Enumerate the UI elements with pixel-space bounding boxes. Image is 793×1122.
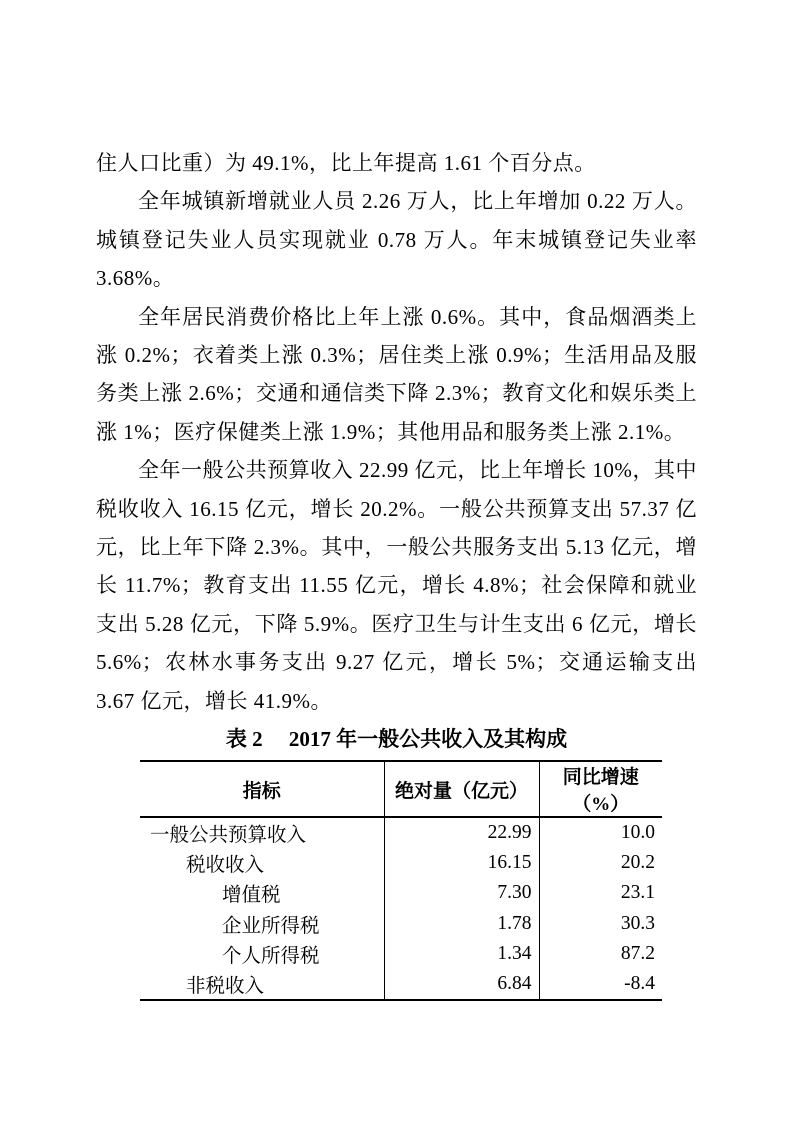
cell-indicator: 增值税 — [140, 878, 384, 909]
table-row — [140, 939, 662, 970]
cell-absolute: 1.34 — [384, 939, 539, 970]
cell-growth: 20.2 — [620, 851, 655, 873]
report-content — [96, 144, 697, 1001]
cell-absolute: 22.99 — [384, 817, 539, 848]
cell-indicator: 一般公共预算收入 — [140, 817, 384, 848]
cell-absolute: 1.78 — [384, 909, 539, 940]
table-caption: 表 2 2017 年一般公共收入及其构成 — [225, 727, 568, 752]
cell-indicator: 税收收入 — [140, 848, 384, 879]
cell-absolute: 16.15 — [384, 848, 539, 879]
body-paragraph: 全年城镇新增就业人员 2.26 万人，比上年增加 0.22 万人。城镇登记失业人员实现就业 0.78 万人。年末城镇登记失业率 3.68%。 — [96, 189, 697, 291]
cell-growth: 10.0 — [620, 821, 655, 843]
table-row — [140, 817, 662, 848]
cell-absolute: 7.30 — [384, 878, 539, 909]
table-row — [140, 970, 662, 1001]
cell-growth: -8.4 — [624, 973, 655, 995]
table-header-row — [140, 761, 662, 817]
body-paragraph: 全年一般公共预算收入 22.99 亿元，比上年增长 10%，其中税收收入 16.15 亿元，增长 20.2%。一般公共预算支出 57.37 亿元，比上年下降 2.3%。其中，一般公共服务支出 5.13 亿元，增长 11.7%；教育支出 11.55 亿元，增长 4.8%；社会保障和就业支出 5.28 亿元，下降 5.9%。医疗卫生与计生支出 6 亿元，增长 5.6%；农林水事务支出 9.27 亿元，增长 5%；交通运输支出 3.67 亿元，增长 41.9%。 — [96, 458, 697, 713]
column-header-growth: 同比增速（%） — [539, 761, 662, 817]
column-header-indicator: 指标 — [140, 761, 384, 817]
cell-indicator: 企业所得税 — [140, 909, 384, 940]
table-row — [140, 878, 662, 909]
cell-growth: 23.1 — [620, 882, 655, 904]
body-paragraph: 住人口比重）为 49.1%，比上年提高 1.61 个百分点。 — [96, 151, 596, 175]
body-paragraph: 全年居民消费价格比上年上涨 0.6%。其中，食品烟酒类上涨 0.2%；衣着类上涨 0.3%；居住类上涨 0.9%；生活用品及服务类上涨 2.6%；交通和通信类下降 2.3%；教育文化和娱乐类上涨 1%；医疗保健类上涨 1.9%；其他用品和服务类上涨 2.1%。 — [96, 304, 697, 444]
cell-growth: 30.3 — [620, 912, 655, 934]
table-row — [140, 848, 662, 879]
column-header-absolute: 绝对量（亿元） — [384, 761, 539, 817]
cell-growth: 87.2 — [620, 943, 655, 965]
table-row — [140, 909, 662, 940]
cell-indicator: 非税收入 — [140, 970, 384, 1001]
cell-absolute: 6.84 — [384, 970, 539, 1001]
fiscal-revenue-table — [140, 760, 662, 1001]
cell-indicator: 个人所得税 — [140, 939, 384, 970]
